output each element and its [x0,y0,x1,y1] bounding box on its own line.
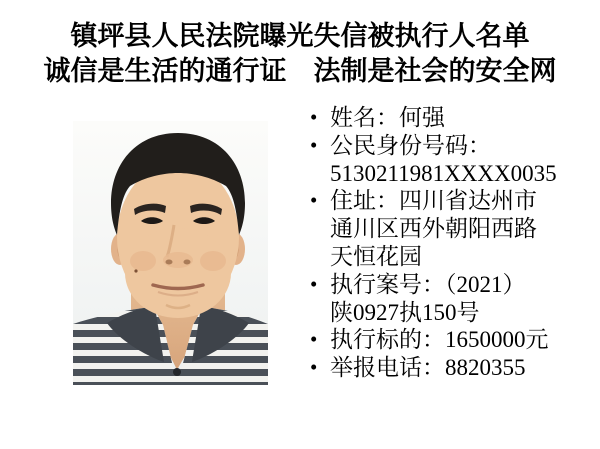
detail-item-execution-amount [306,326,586,354]
bullet-icon: • [310,188,318,213]
detail-line: 执行案号：（2021） [330,271,526,297]
detail-line: 5130211981XXXX0035 [330,160,557,186]
detail-line: 执行标的：1650000元 [330,327,549,353]
title-line-slogan: 诚信是生活的通行证 法制是社会的安全网 [43,56,557,86]
detail-item-address [306,187,586,270]
detail-line: 陕0927执150号 [330,299,480,325]
bullet-icon: • [310,271,318,296]
detail-line: 举报电话：8820355 [330,355,526,381]
bullet-icon: • [310,105,318,129]
detail-line: 通川区西外朝阳西路 [330,216,537,242]
detail-item-id-number [306,132,586,188]
portrait-photo [73,121,268,385]
bullet-icon: • [310,132,318,157]
slide-title [0,19,600,89]
detail-line: 住址：四川省达州市 [330,188,537,214]
detail-item-report-phone [306,354,586,382]
detail-item-name [306,104,586,132]
detail-line: 公民身份号码： [330,132,491,158]
portrait-illustration [73,121,268,385]
title-line-court: 镇坪县人民法院曝光失信被执行人名单 [70,21,530,51]
bullet-icon: • [310,355,318,380]
detail-item-case-number [306,271,586,327]
details-list [306,104,586,382]
detail-line: 姓名：何强 [330,105,445,130]
bullet-icon: • [310,327,318,352]
detail-line: 天恒花园 [330,243,422,269]
